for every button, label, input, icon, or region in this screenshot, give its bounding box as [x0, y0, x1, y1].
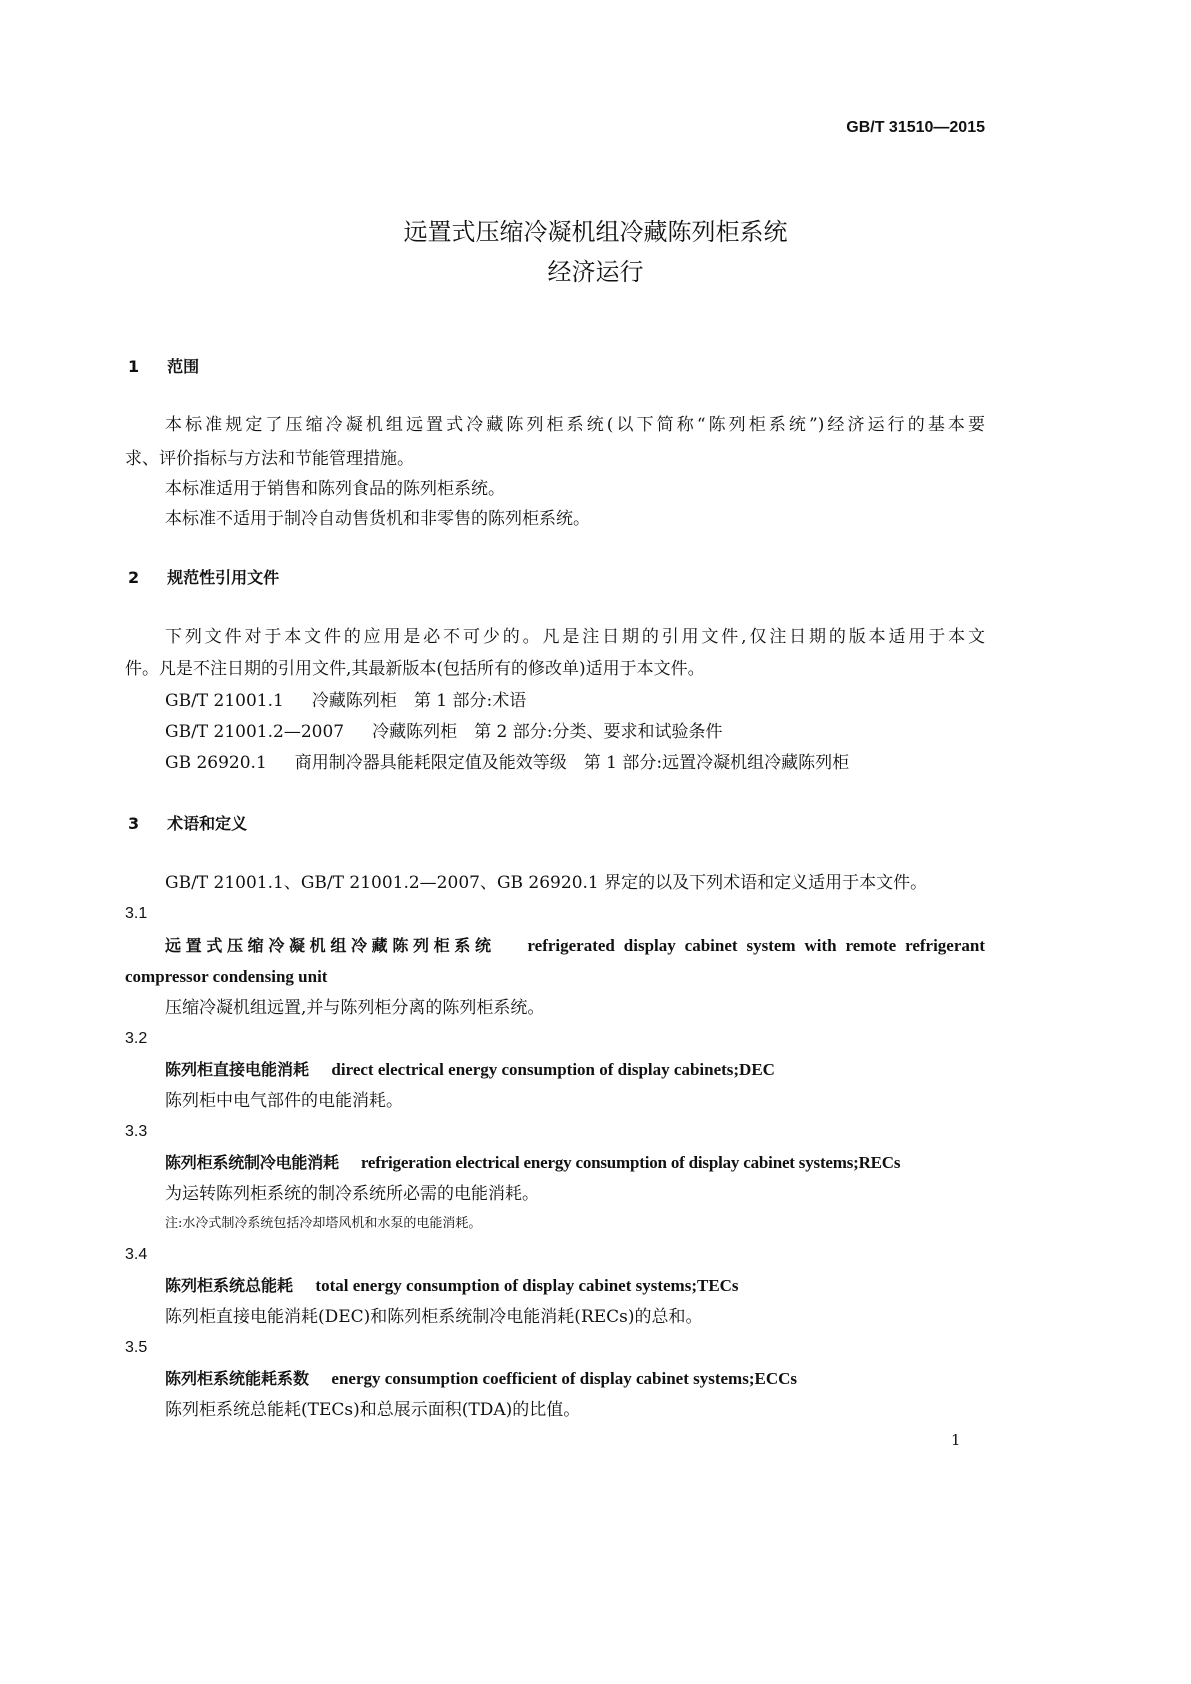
reference-code: GB/T 21001.2—2007 — [165, 722, 345, 742]
term-cn: 陈列柜直接电能消耗 — [165, 1060, 310, 1079]
reference-item — [165, 752, 849, 774]
term-definition: 为运转陈列柜系统的制冷系统所必需的电能消耗。 — [165, 1184, 539, 1204]
section-2-heading — [128, 567, 279, 589]
term-number: 3.1 — [125, 905, 148, 922]
term-heading — [165, 935, 985, 957]
term-definition: 压缩冷凝机组远置,并与陈列柜分离的陈列柜系统。 — [165, 998, 545, 1018]
term-en: total energy consumption of display cabinet systems;TECs — [315, 1276, 739, 1295]
term-cn: 陈列柜系统能耗系数 — [165, 1369, 310, 1388]
term-en: refrigeration electrical energy consumption of display cabinet systems;RECs — [360, 1153, 901, 1172]
section-1-heading — [128, 356, 199, 378]
term-en: direct electrical energy consumption of display cabinets;DEC — [331, 1060, 775, 1079]
term-en: energy consumption coefficient of display cabinet systems;ECCs — [331, 1369, 798, 1388]
paragraph: 本标准适用于销售和陈列食品的陈列柜系统。 — [165, 479, 505, 499]
reference-code: GB/T 21001.1 — [165, 691, 284, 711]
section-number: 2 — [128, 568, 140, 587]
term-number: 3.5 — [125, 1339, 148, 1356]
section-number: 1 — [128, 357, 140, 376]
term-number: 3.2 — [125, 1030, 148, 1047]
term-definition: 陈列柜直接电能消耗(DEC)和陈列柜系统制冷电能消耗(RECs)的总和。 — [165, 1307, 703, 1327]
term-cn: 陈列柜系统制冷电能消耗 — [165, 1153, 339, 1172]
term-definition: 陈列柜中电气部件的电能消耗。 — [165, 1091, 403, 1111]
paragraph: 求、评价指标与方法和节能管理措施。 — [125, 449, 414, 469]
reference-code: GB 26920.1 — [165, 753, 267, 773]
term-note: 注:水冷式制冷系统包括冷却塔风机和水泵的电能消耗。 — [165, 1216, 482, 1231]
reference-title: 商用制冷器具能耗限定值及能效等级 第 1 部分:远置冷凝机组冷藏陈列柜 — [294, 753, 850, 773]
reference-item — [165, 690, 526, 712]
term-heading — [165, 1152, 900, 1174]
term-en-continued: compressor condensing unit — [125, 967, 328, 986]
paragraph: 件。凡是不注日期的引用文件,其最新版本(包括所有的修改单)适用于本文件。 — [125, 659, 705, 679]
term-heading — [165, 1059, 775, 1081]
term-cn: 陈列柜系统总能耗 — [165, 1276, 294, 1295]
reference-title: 冷藏陈列柜 第 1 部分:术语 — [311, 691, 527, 711]
term-en: refrigerated display cabinet system with remote refrigerant — [527, 936, 986, 955]
document-title-line2: 经济运行 — [547, 258, 644, 286]
section-number: 3 — [128, 814, 140, 833]
section-3-heading — [128, 813, 247, 835]
term-heading — [165, 1368, 797, 1390]
paragraph: GB/T 21001.1、GB/T 21001.2—2007、GB 26920.1 界定的以及下列术语和定义适用于本文件。 — [165, 873, 928, 893]
paragraph: 本标准规定了压缩冷凝机组远置式冷藏陈列柜系统(以下简称“陈列柜系统”)经济运行的基本要 — [165, 415, 985, 435]
section-title: 术语和定义 — [167, 814, 248, 833]
term-definition: 陈列柜系统总能耗(TECs)和总展示面积(TDA)的比值。 — [165, 1400, 581, 1420]
paragraph: 下列文件对于本文件的应用是必不可少的。凡是注日期的引用文件,仅注日期的版本适用于本文 — [165, 627, 985, 647]
section-title: 规范性引用文件 — [167, 568, 280, 587]
reference-item — [165, 721, 722, 743]
term-number: 3.3 — [125, 1123, 148, 1140]
page-number: 1 — [951, 1431, 961, 1449]
term-number: 3.4 — [125, 1246, 148, 1263]
standard-number: GB/T 31510—2015 — [846, 119, 985, 136]
paragraph: 本标准不适用于制冷自动售货机和非零售的陈列柜系统。 — [165, 509, 590, 529]
section-title: 范围 — [167, 357, 200, 376]
term-heading — [165, 1275, 739, 1297]
term-cn: 远置式压缩冷凝机组冷藏陈列柜系统 — [165, 936, 496, 955]
reference-title: 冷藏陈列柜 第 2 部分:分类、要求和试验条件 — [372, 722, 723, 742]
document-title-line1: 远置式压缩冷凝机组冷藏陈列柜系统 — [403, 218, 788, 246]
